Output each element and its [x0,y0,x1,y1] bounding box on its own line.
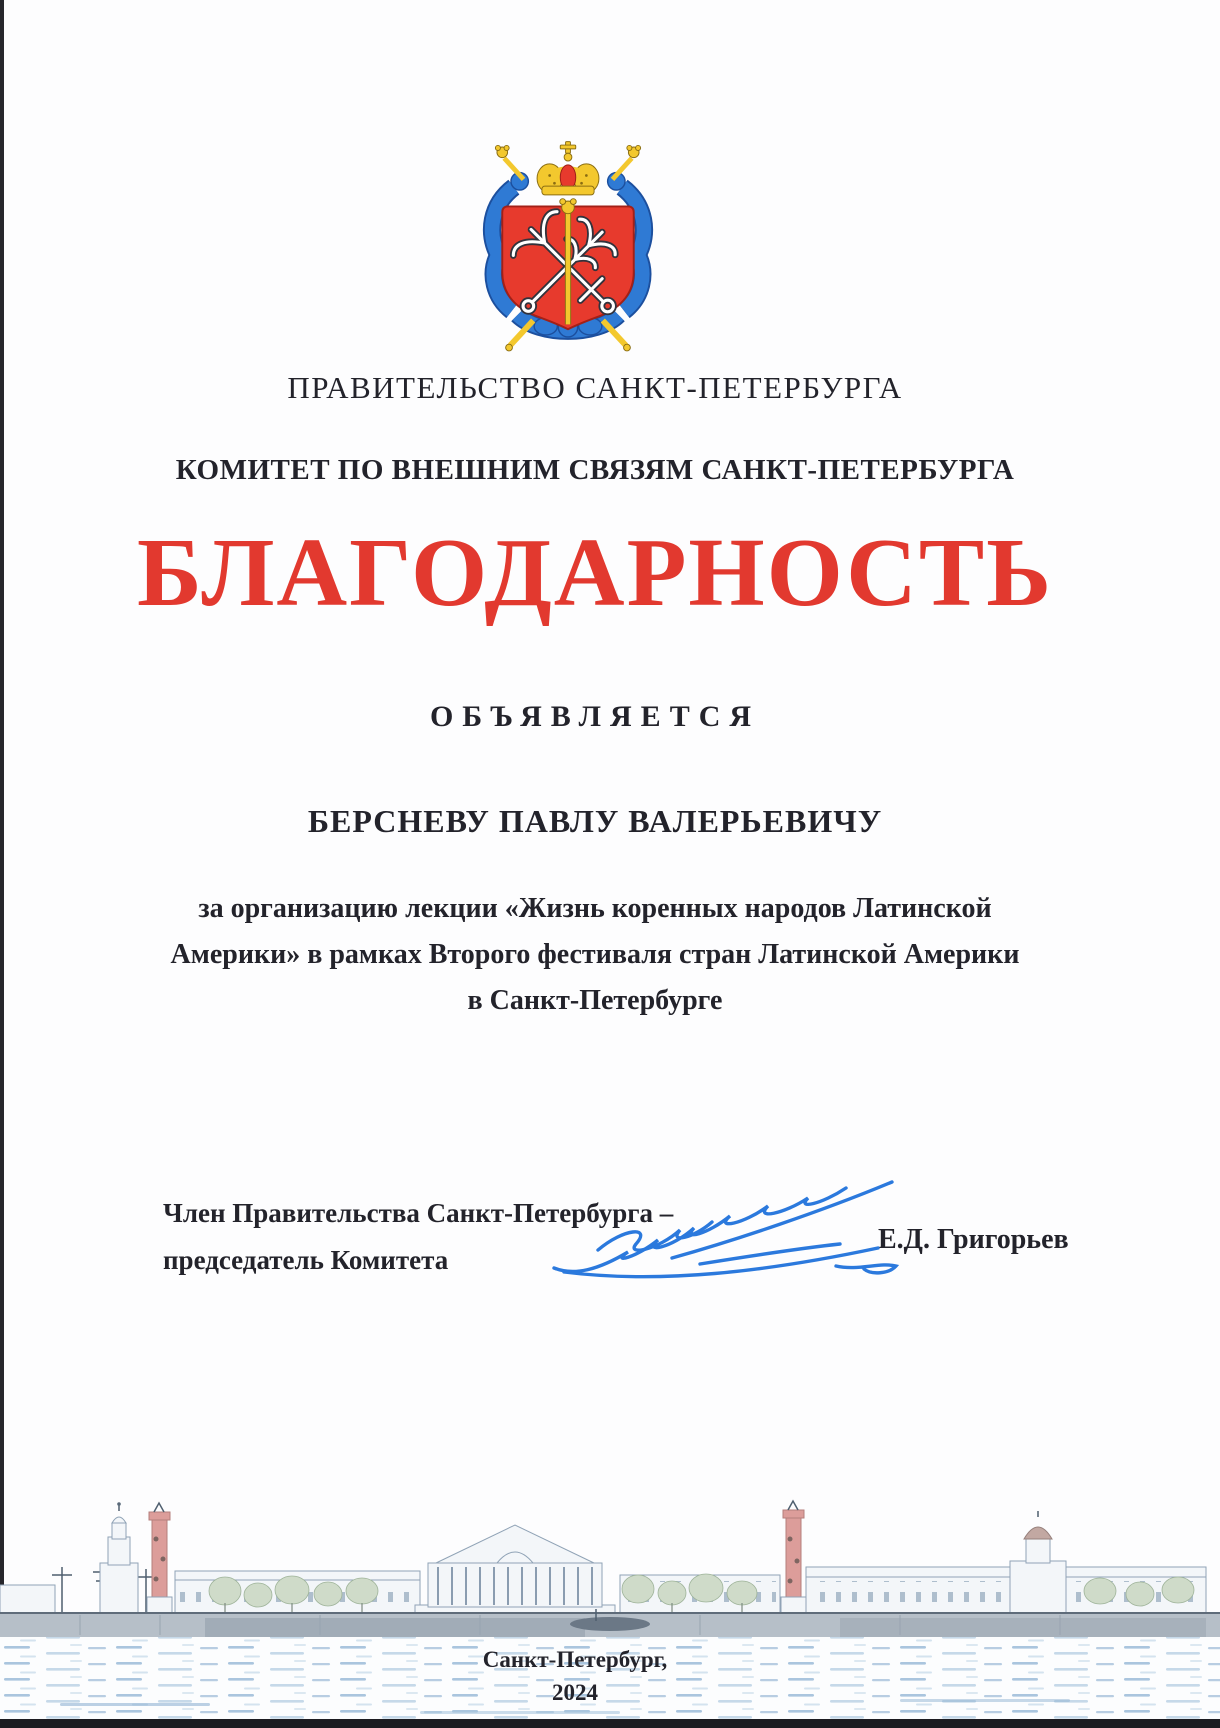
stock-exchange-building [415,1525,615,1613]
rostral-column-left [147,1503,172,1613]
kunstkamera-tower [100,1502,138,1613]
mid-trees [620,1574,780,1613]
committee-title: КОМИТЕТ ПО ВНЕШНИМ СВЯЗЯМ САНКТ-ПЕТЕРБУРГА [175,454,1015,486]
signer-name: Е.Д. Григорьев [878,1224,1069,1255]
imperial-crown-icon [537,142,599,195]
announcement-label: ОБЪЯВЛЯЕТСЯ [429,700,761,733]
certificate-title: БЛАГОДАРНОСТЬ [136,519,1054,627]
signer-role-line: председатель Комитета [163,1245,449,1275]
saint-petersburg-coat-of-arms-icon [452,134,684,362]
boat [570,1617,650,1631]
right-buildings [806,1511,1206,1613]
reason-line: за организацию лекции «Жизнь коренных народов Латинской [198,893,992,924]
reason-text [25,886,1165,1024]
footer-city: Санкт-Петербург, [482,1647,668,1672]
signer-role-line: Член Правительства Санкт-Петербурга – [163,1198,674,1228]
reason-line: Америки» в рамках Второго фестиваля стран Латинской Америки [170,939,1020,970]
scan-border-bottom [0,1719,1220,1728]
footer-year: 2024 [552,1680,598,1705]
embankment-wall [0,1609,1220,1637]
rostral-column-right [781,1501,806,1613]
recipient-name: БЕРСНЕВУ ПАВЛУ ВАЛЕРЬЕВИЧУ [307,803,883,839]
footer-city-year [25,1643,1125,1709]
government-title: ПРАВИТЕЛЬСТВО САНКТ-ПЕТЕРБУРГА [287,370,903,405]
handwritten-signature [540,1168,930,1293]
reason-line: в Санкт-Петербурге [467,985,723,1016]
